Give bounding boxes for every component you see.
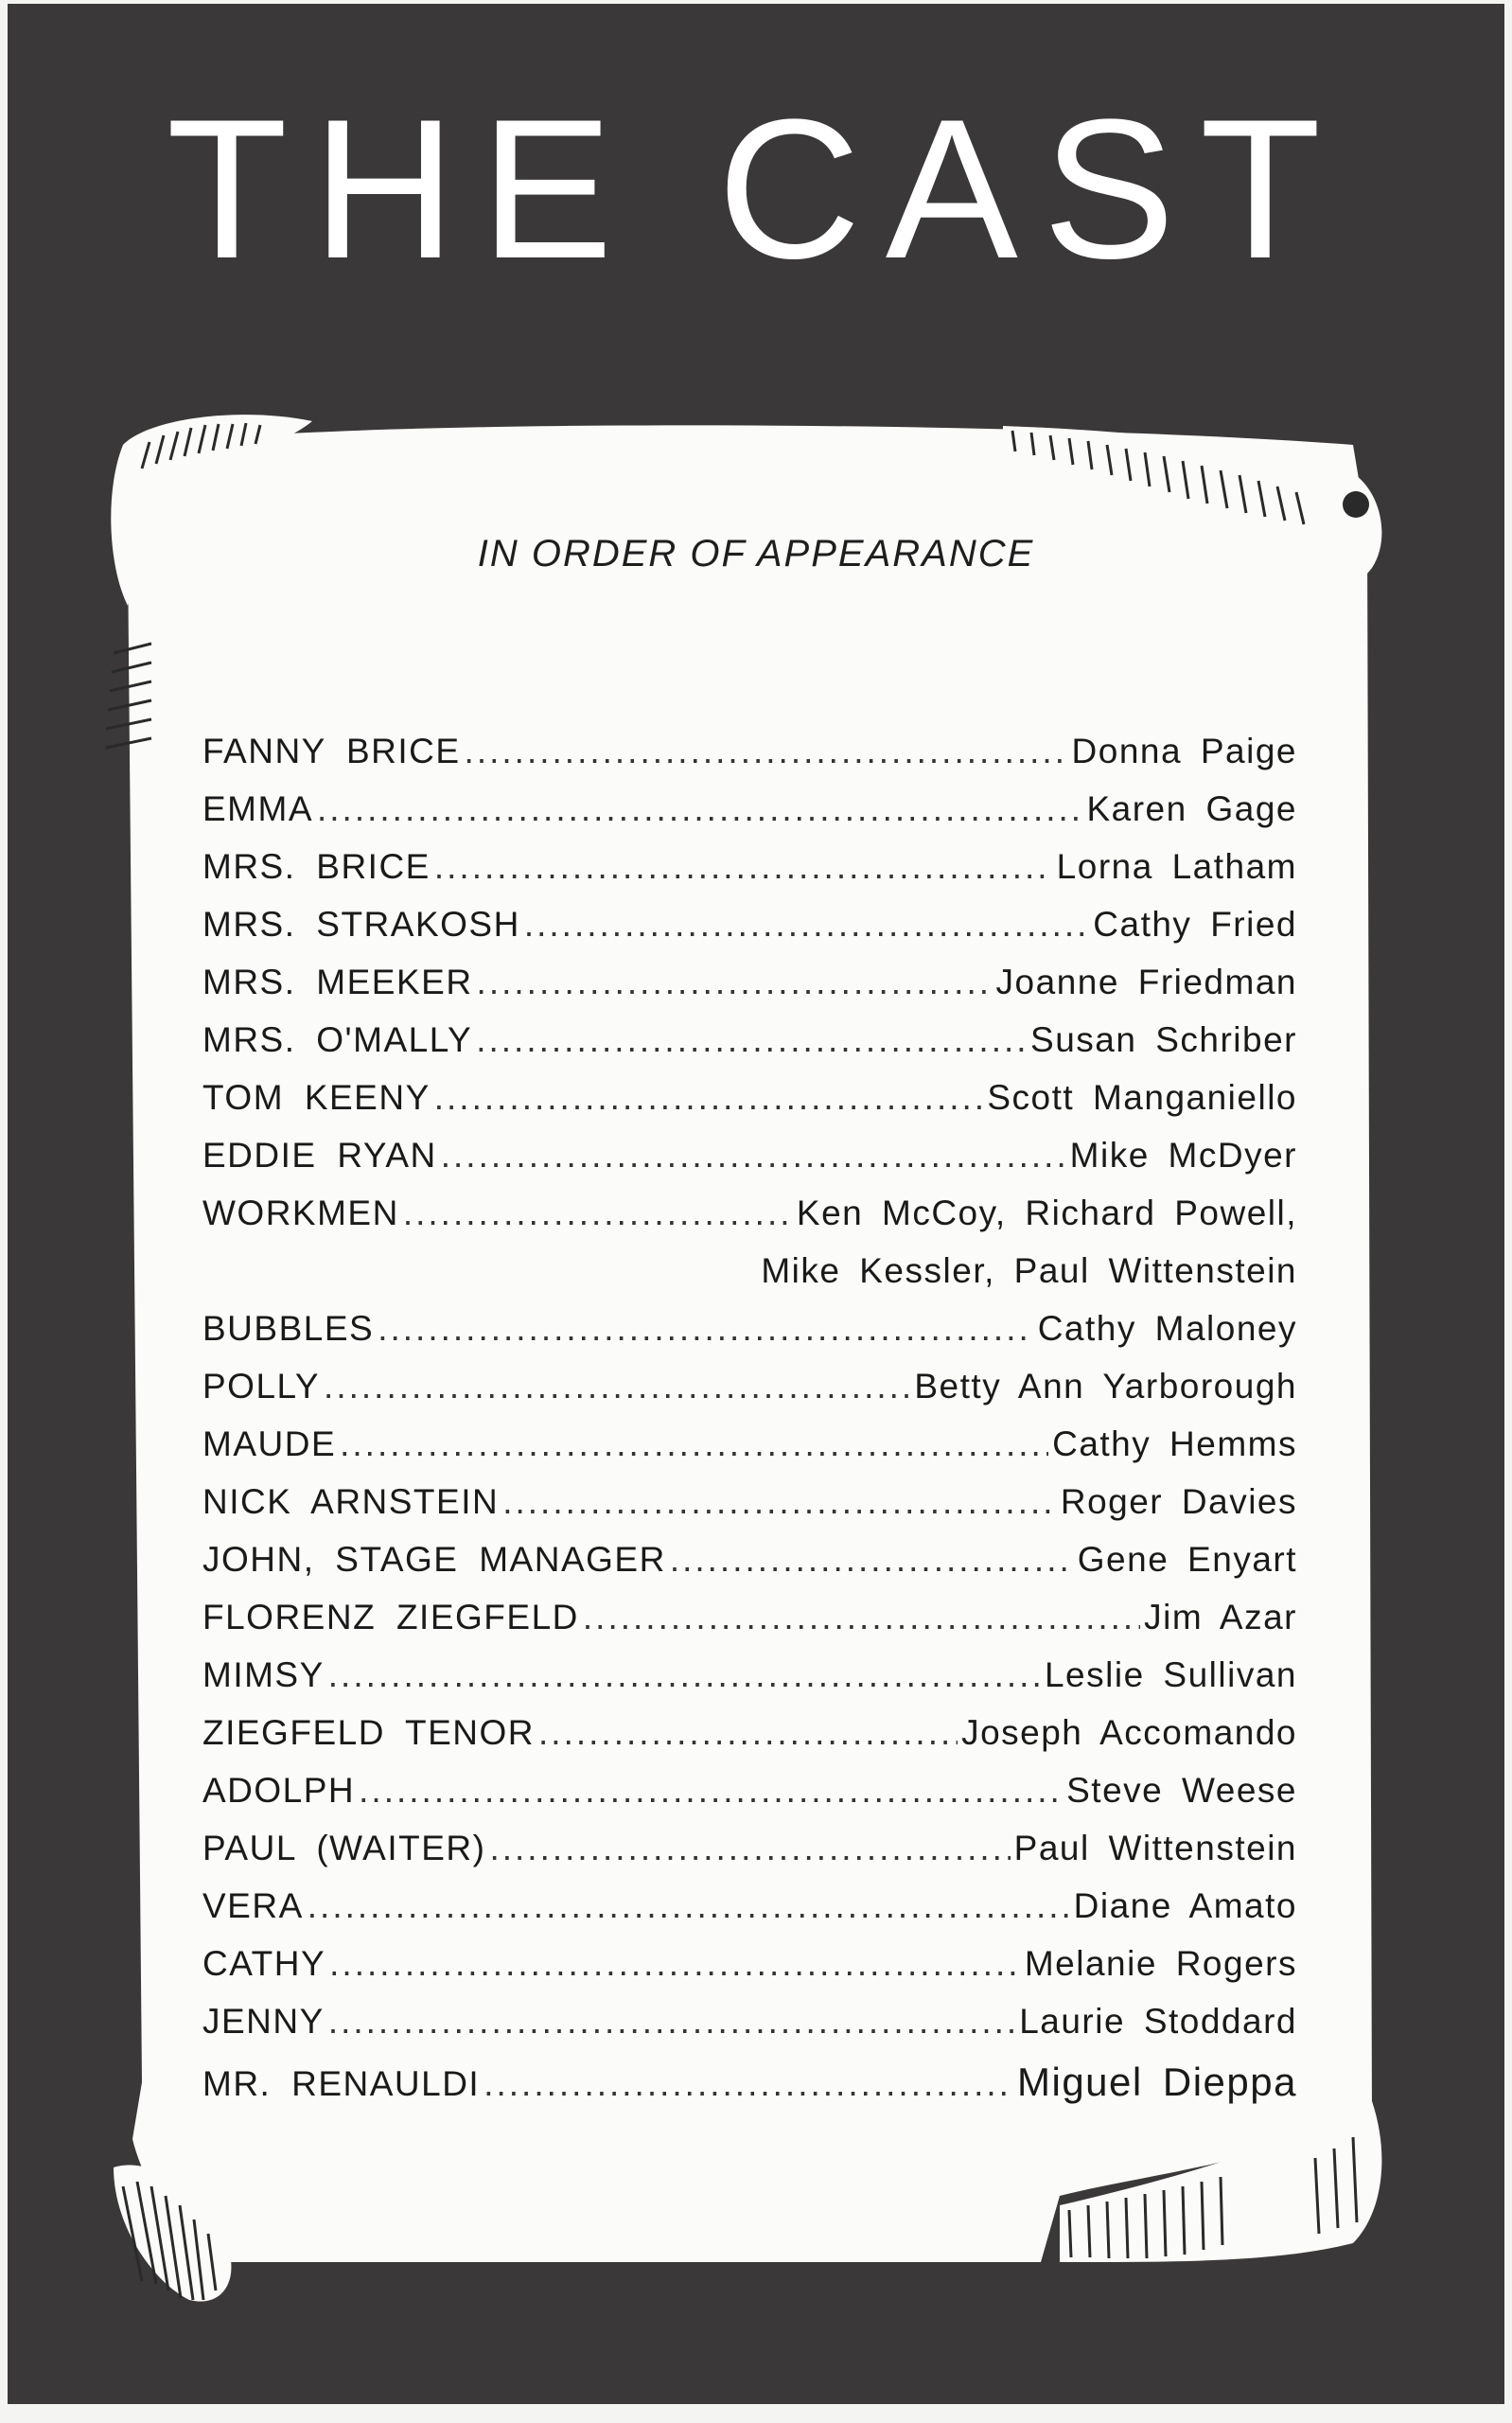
role-name: WORKMEN bbox=[202, 1194, 399, 1232]
dot-leader bbox=[502, 1482, 1057, 1522]
actor-name: Laurie Stoddard bbox=[1019, 2002, 1297, 2041]
dot-leader bbox=[434, 847, 1053, 887]
role-name: MAUDE bbox=[202, 1424, 337, 1463]
actor-name: Jim Azar bbox=[1144, 1598, 1297, 1636]
actor-name: Melanie Rogers bbox=[1024, 1944, 1297, 1983]
actor-name: Paul Wittenstein bbox=[1013, 1829, 1297, 1867]
role-name: POLLY bbox=[202, 1367, 321, 1406]
dot-leader bbox=[324, 1367, 910, 1406]
role-name: MIMSY bbox=[202, 1655, 325, 1694]
cast-row bbox=[202, 2060, 1297, 2117]
dot-leader bbox=[483, 2064, 1013, 2104]
subtitle: IN ORDER OF APPEARANCE bbox=[477, 533, 1035, 575]
cast-list bbox=[202, 732, 1297, 2117]
cast-row bbox=[202, 732, 1297, 789]
page-title: THE CAST bbox=[166, 78, 1346, 300]
actor-name: Steve Weese bbox=[1066, 1771, 1297, 1810]
role-name: ZIEGFELD TENOR bbox=[202, 1713, 536, 1752]
cast-row bbox=[202, 963, 1297, 1020]
role-name: BUBBLES bbox=[202, 1309, 375, 1348]
role-name: ADOLPH bbox=[202, 1771, 356, 1810]
dot-leader bbox=[524, 905, 1089, 945]
dot-leader bbox=[538, 1713, 958, 1753]
cast-row bbox=[202, 1194, 1297, 1251]
role-name: MRS. MEEKER bbox=[202, 963, 473, 1001]
actor-name: Donna Paige bbox=[1071, 732, 1297, 770]
cast-row bbox=[202, 1713, 1297, 1771]
actor-name: Diane Amato bbox=[1073, 1886, 1297, 1925]
role-name: EMMA bbox=[202, 789, 313, 828]
actor-name: Miguel Dieppa bbox=[1017, 2060, 1297, 2104]
cast-row bbox=[202, 1424, 1297, 1482]
dot-leader bbox=[403, 1194, 793, 1233]
cast-row bbox=[202, 1482, 1297, 1540]
dot-leader bbox=[308, 1886, 1070, 1926]
dot-leader bbox=[583, 1598, 1140, 1637]
role-name: FANNY BRICE bbox=[202, 732, 461, 770]
actor-name: Susan Schriber bbox=[1030, 1020, 1297, 1059]
cast-row bbox=[202, 1020, 1297, 1078]
dot-leader bbox=[465, 732, 1068, 771]
dot-leader bbox=[441, 1136, 1066, 1176]
actor-name: Gene Enyart bbox=[1077, 1540, 1297, 1579]
dot-leader bbox=[317, 789, 1082, 829]
cast-row bbox=[202, 1944, 1297, 2002]
dot-leader bbox=[328, 2002, 1015, 2042]
actor-name: Karen Gage bbox=[1086, 789, 1297, 828]
cast-row bbox=[202, 1771, 1297, 1829]
top-right-curl-hole bbox=[1343, 491, 1369, 518]
role-name: JENNY bbox=[202, 2002, 325, 2041]
dot-leader bbox=[434, 1078, 984, 1118]
actor-name: Scott Manganiello bbox=[987, 1078, 1297, 1117]
role-name: EDDIE RYAN bbox=[202, 1136, 437, 1175]
dot-leader bbox=[378, 1309, 1034, 1349]
role-name: MRS. O'MALLY bbox=[202, 1020, 473, 1059]
cast-row bbox=[202, 905, 1297, 963]
cast-row-continuation bbox=[202, 1251, 1297, 1309]
cast-row bbox=[202, 1309, 1297, 1367]
dot-leader bbox=[489, 1829, 1010, 1868]
role-name: TOM KEENY bbox=[202, 1078, 431, 1117]
actor-name: Mike Kessler, Paul Wittenstein bbox=[761, 1251, 1297, 1290]
dot-leader bbox=[476, 1020, 1027, 1060]
dot-leader bbox=[477, 963, 993, 1002]
actor-name: Ken McCoy, Richard Powell, bbox=[796, 1194, 1297, 1232]
cast-row bbox=[202, 1078, 1297, 1136]
actor-name: Cathy Hemms bbox=[1052, 1424, 1297, 1463]
dot-leader bbox=[328, 1655, 1041, 1695]
role-name: PAUL (WAITER) bbox=[202, 1829, 486, 1867]
cast-row bbox=[202, 1136, 1297, 1194]
role-name: NICK ARNSTEIN bbox=[202, 1482, 500, 1521]
cast-row bbox=[202, 789, 1297, 847]
dot-leader bbox=[340, 1424, 1048, 1464]
role-name: MRS. STRAKOSH bbox=[202, 905, 520, 944]
actor-name: Roger Davies bbox=[1060, 1482, 1297, 1521]
cast-row bbox=[202, 1886, 1297, 1944]
dot-leader bbox=[670, 1540, 1074, 1580]
actor-name: Leslie Sullivan bbox=[1044, 1655, 1297, 1694]
cast-row bbox=[202, 1540, 1297, 1598]
actor-name: Joseph Accomando bbox=[961, 1713, 1297, 1752]
cast-row bbox=[202, 1598, 1297, 1655]
role-name: CATHY bbox=[202, 1944, 326, 1983]
actor-name: Joanne Friedman bbox=[995, 963, 1297, 1001]
cast-row bbox=[202, 1655, 1297, 1713]
cast-row bbox=[202, 1367, 1297, 1424]
role-name: VERA bbox=[202, 1886, 304, 1925]
role-name: MR. RENAULDI bbox=[202, 2064, 481, 2103]
actor-name: Mike McDyer bbox=[1069, 1136, 1297, 1175]
role-name: JOHN, STAGE MANAGER bbox=[202, 1540, 666, 1579]
role-name: MRS. BRICE bbox=[202, 847, 431, 886]
cast-row bbox=[202, 1829, 1297, 1886]
actor-name: Betty Ann Yarborough bbox=[914, 1367, 1297, 1406]
dot-leader bbox=[359, 1771, 1063, 1811]
dot-leader bbox=[329, 1944, 1021, 1984]
actor-name: Cathy Maloney bbox=[1037, 1309, 1297, 1348]
cast-row bbox=[202, 847, 1297, 905]
cast-row bbox=[202, 2002, 1297, 2060]
actor-name: Cathy Fried bbox=[1093, 905, 1297, 944]
role-name: FLORENZ ZIEGFELD bbox=[202, 1598, 579, 1636]
actor-name: Lorna Latham bbox=[1056, 847, 1297, 886]
